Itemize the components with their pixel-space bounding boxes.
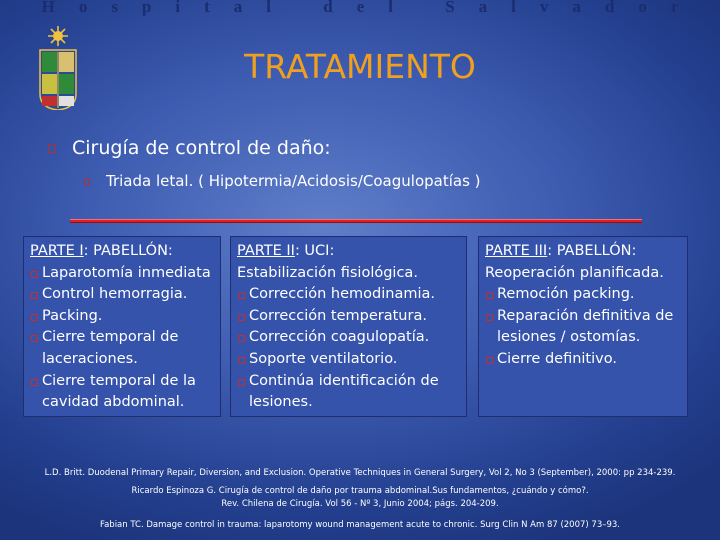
reference-1: L.D. Britt. Duodenal Primary Repair, Diversion, and Exclusion. Operative Techniques in General Surgery, Vol 2, No 3 (September), 2000: pp 234-239. [44, 468, 676, 478]
list-item [237, 371, 460, 393]
bullet-square-icon [238, 292, 245, 299]
bullet-square-icon [31, 292, 38, 299]
sun-icon [48, 26, 68, 46]
list-item-text: Packing. [42, 307, 103, 324]
bullet-square-icon [48, 145, 56, 153]
bullet-square-icon [486, 314, 493, 321]
bullet-square-icon [238, 357, 245, 364]
list-item-text: Cierre definitivo. [497, 350, 617, 367]
box-parte-3 [478, 236, 688, 417]
box-heading [237, 241, 460, 263]
bullet-main [48, 137, 331, 159]
list-item-text: Reparación definitiva de [497, 307, 674, 324]
list-item-text: Corrección coagulopatía. [249, 329, 430, 346]
list-item [485, 306, 681, 328]
bullet-main-text: Cirugía de control de daño: [72, 137, 331, 159]
bullet-square-icon [31, 271, 38, 278]
box-parte-1 [23, 236, 221, 417]
bullet-square-icon [31, 379, 38, 386]
list-item-text: Continúa identificación de [249, 372, 439, 389]
bullet-square-icon [31, 314, 38, 321]
heading-rest: : PABELLÓN: [547, 243, 637, 259]
slide-header: Hospital del Salvador [41, 0, 703, 16]
bullet-square-icon [238, 314, 245, 321]
list-item [485, 284, 681, 306]
reference-4: Fabian TC. Damage control in trauma: laparotomy wound management acute to chronic. Surg Clin N Am 87 (2007) 73–93. [99, 520, 621, 530]
bullet-square-icon [486, 292, 493, 299]
box-heading [485, 241, 681, 263]
list-item-text: Soporte ventilatorio. [249, 350, 398, 367]
list-item-text: Remoción packing. [497, 286, 635, 303]
list-item-text: Corrección temperatura. [249, 307, 427, 324]
reference-3: Rev. Chilena de Cirugía. Vol 56 - Nº 3, Junio 2004; págs. 204-209. [221, 499, 499, 509]
list-item-text: Cierre temporal de la [42, 372, 196, 389]
heading-part: PARTE III [485, 243, 548, 259]
heading-part: PARTE I [30, 243, 84, 259]
bullet-square-icon [238, 379, 245, 386]
box-heading [30, 241, 214, 263]
bullet-square-icon [238, 335, 245, 342]
list-item-continuation: cavidad abdominal. [42, 394, 185, 411]
heading-rest: : UCI: [294, 243, 335, 259]
bullet-square-icon [486, 357, 493, 364]
list-item [30, 306, 214, 328]
bullet-sub [84, 172, 481, 190]
bullet-square-icon [84, 179, 90, 185]
list-item-text: Corrección hemodinamia. [249, 286, 435, 303]
list-item-text: Control hemorragia. [42, 286, 188, 303]
box-parte-2 [230, 236, 467, 417]
list-item-continuation: lesiones. [249, 394, 313, 411]
list-item [485, 349, 681, 371]
list-item [30, 327, 214, 349]
list-item [30, 263, 214, 285]
list-item [237, 327, 460, 349]
reference-2: Ricardo Espinoza G. Cirugía de control de daño por trauma abdominal.Sus fundamentos, ¿cuándo y cómo?. [131, 486, 589, 496]
list-item-continuation: laceraciones. [42, 350, 138, 367]
bullet-square-icon [31, 335, 38, 342]
box-subtitle: Reoperación planificada. [485, 264, 664, 281]
list-item [30, 284, 214, 306]
divider-line [70, 219, 642, 223]
slide-title: TRATAMIENTO [244, 47, 476, 86]
list-item [237, 349, 460, 371]
list-item [30, 371, 214, 393]
list-item-text: Cierre temporal de [42, 329, 179, 346]
list-item [237, 306, 460, 328]
heading-part: PARTE II [237, 243, 295, 259]
box-subtitle: Estabilización fisiológica. [237, 264, 418, 281]
list-item-continuation: lesiones / ostomías. [497, 329, 641, 346]
heading-rest: : PABELLÓN: [83, 243, 173, 259]
list-item [237, 284, 460, 306]
list-item-text: Laparotomía inmediata [42, 264, 211, 281]
bullet-sub-text: Triada letal. ( Hipotermia/Acidosis/Coagulopatías ) [106, 172, 481, 190]
